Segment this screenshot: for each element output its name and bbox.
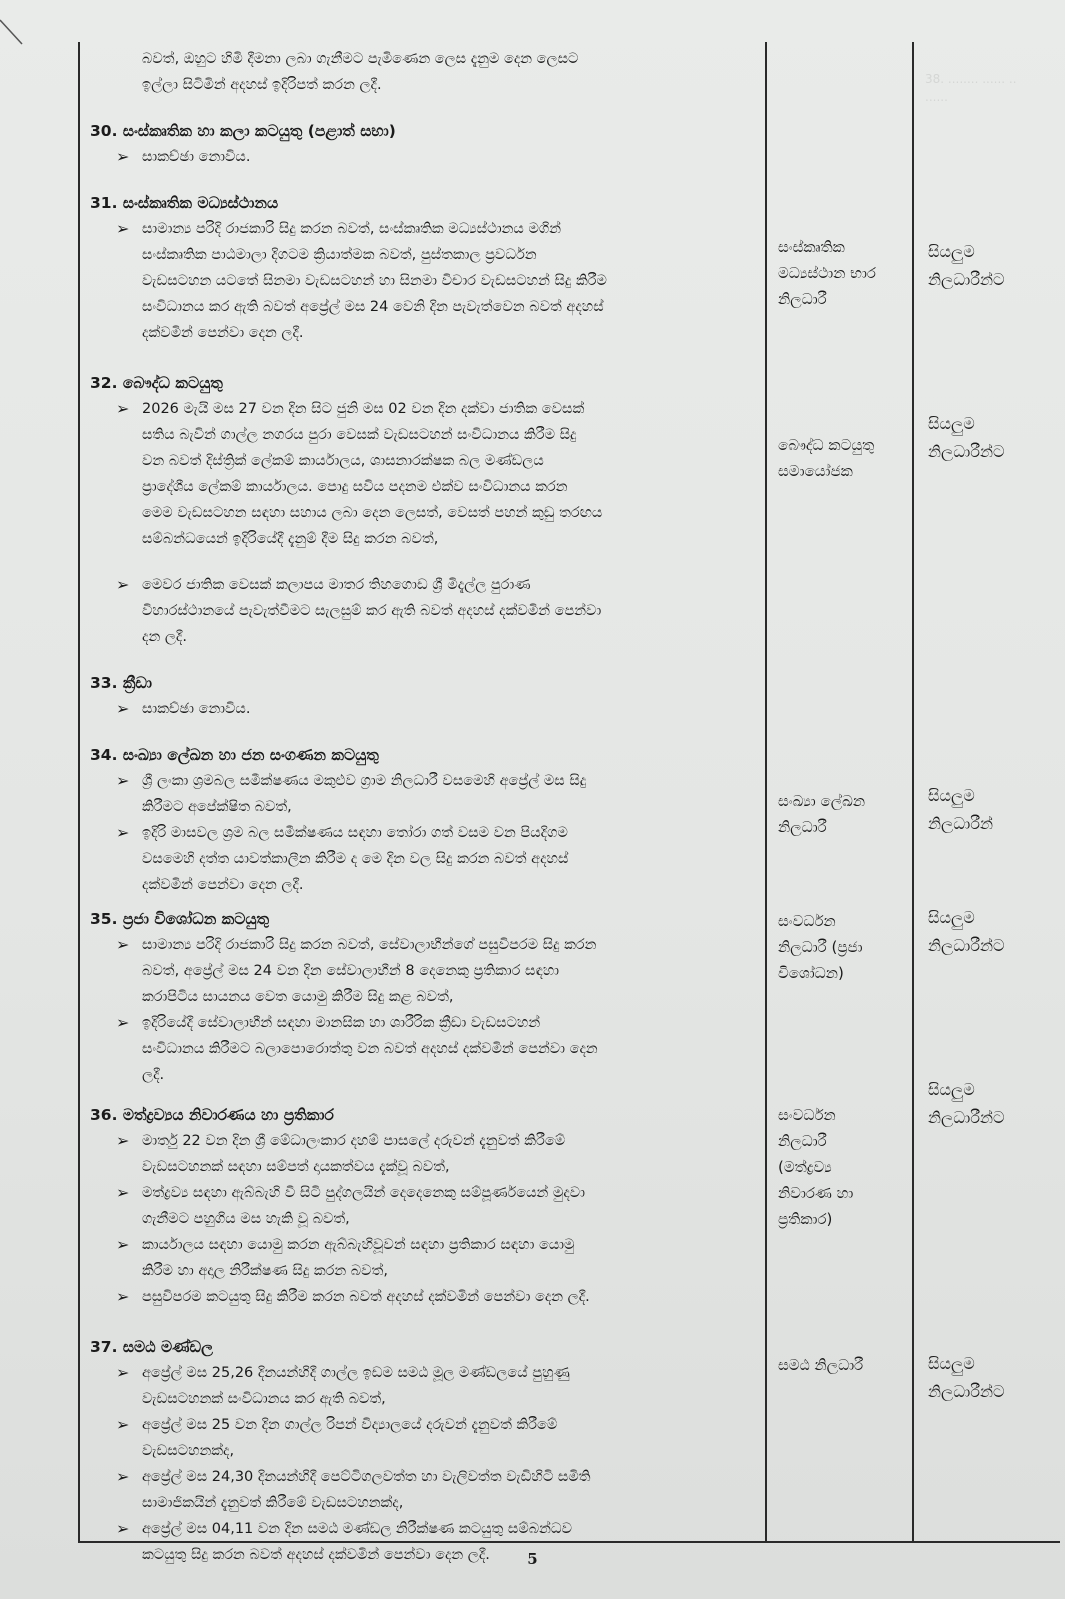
text-line: මෙම වැඩසටහන සඳහා සහාය ලබා දෙන ලෙසත්, වෙසත් පහන් කුඩු තරඟය: [142, 505, 603, 521]
list-item: ➢ සාමාන්‍ය පරිදි රාජකාරි සිදු කරන බවත්, සේවාලාභීන්ගේ පසුවිපරම සිදු කරන: [90, 932, 762, 958]
list-item: ➢ අප්‍රේල් මස 25,26 දිනයන්හිදී ගාල්ල ඉඩම සමඨ මූල මණ්ඩලයේ පුහුණු: [90, 1360, 762, 1386]
section-34-title: 34. සංඛ්‍යා ලේඛන හා ජන සංගණන කටයුතු: [90, 746, 379, 764]
section-32-title: 32. බෞද්ධ කටයුතු: [90, 374, 223, 392]
target-audience-31: සියලුම නිලධාරීන්ට: [928, 242, 1005, 289]
list-item: ➢ පසුවිපරම කටයුතු සිදු කිරීම කරන බවත් අදහස් දක්වමින් පෙන්වා දෙන ලදී.: [90, 1284, 762, 1310]
bleed-through-text: 38. ........ ...... .. ......: [925, 72, 1017, 104]
section-37-title: 37. සමඨ මණ්ඩල: [90, 1338, 213, 1356]
text-line: වන බවත් දිස්ත්‍රික් ලේකම් කාර්යාලය, ශාසනාරක්ෂක බල මණ්ඩලය: [142, 453, 544, 469]
intro-line: ඉල්ලා සිටිමින් අදහස් ඉදිරිපත් කරන ලදී.: [142, 77, 382, 93]
target-audience-37: සියලුම නිලධාරීන්ට: [928, 1354, 1005, 1401]
text-line: සංවිධානය කිරීමට බලාපොරොත්තු වන බවත් අදහස් දක්වමින් පෙන්වා දෙන: [142, 1041, 598, 1057]
section-33-title: 33. ක්‍රීඩා: [90, 674, 153, 692]
arrow-bullet-icon: ➢: [116, 823, 130, 842]
list-item: ➢ අප්‍රේල් මස 25 වන දින ගාල්ල රිපන් විද්‍යාලයේ දරුවන් දැනුවත් කිරීමේ: [90, 1412, 762, 1438]
arrow-bullet-icon: ➢: [116, 1415, 130, 1434]
list-item: ➢ කාර්යාලය සඳහා යොමු කරන ඇබ්බැහිවූවන් සඳහා ප්‍රතිකාර සඳහා යොමු: [90, 1232, 762, 1258]
text-line: සාමාජිකයින් දැනුවත් කිරීමේ වැඩසටහනක්ද,: [142, 1495, 404, 1511]
text-line: සංස්කෘතික පාඨමාලා දිගටම ක්‍රියාත්මක බවත්, පුස්තකාල ප්‍රවර්ධන: [142, 247, 537, 263]
arrow-bullet-icon: ➢: [116, 147, 130, 166]
text-line: විහාරස්ථානයේ පැවැත්වීමට සැලසුම් කර ඇති බවත් අදහස් දක්වමින් පෙන්වා: [142, 603, 602, 619]
text-line: ලදී.: [142, 1067, 165, 1083]
text-line: සම්බන්ධයෙන් ඉදිරියේදී දැනුම් දීම සිදු කරන බවත්,: [142, 531, 439, 547]
list-item: ➢ මෙවර ජාතික වෙසක් කලාපය මාතර තිහගොඩ ශ්‍රී මිදැල්ල පුරාණ: [90, 572, 762, 598]
arrow-bullet-icon: ➢: [116, 1131, 130, 1150]
arrow-bullet-icon: ➢: [116, 699, 130, 718]
text-line: දන ලදී.: [142, 629, 187, 645]
list-item: ➢ සාමාන්‍ය පරිදි රාජකාරි සිදු කරන බවත්, සංස්කෘතික මධ්‍යස්ථානය මගින්: [90, 216, 762, 242]
page-number: 5: [527, 1550, 538, 1568]
text-line: වැඩසටහනක් සංවිධානය කර ඇති බවත්,: [142, 1391, 386, 1407]
list-item: ➢ ශ්‍රී ලංකා ශ්‍රමබල සමීක්ෂණය මකුළුව ග්‍රාම නිලධාරී වසමෙහි අප්‍රේල් මස සිදු: [90, 768, 762, 794]
list-item: ➢ අප්‍රේල් මස 04,11 වන දින සමඨ මණ්ඩල නිරීක්ෂණ කටයුතු සම්බන්ධව: [90, 1516, 762, 1542]
responsible-officer-31: සංස්කෘතික මධ්‍යස්ථාන භාර නිලධාරී: [778, 238, 876, 308]
text-line: සංවිධානය කර ඇති බවත් අප්‍රේල් මස 24 වෙනි දින පැවැත්වෙන බවත් අදහස්: [142, 299, 604, 315]
responsible-officer-37: සමඨ නිලධාරී: [778, 1356, 864, 1374]
arrow-bullet-icon: ➢: [116, 1467, 130, 1486]
list-item: ➢ සාකච්ඡා නොවිය.: [90, 696, 762, 722]
section-35-title: 35. ප්‍රජා විශෝධන කටයුතු: [90, 910, 270, 928]
text-line: සතිය බැවින් ගාල්ල නගරය පුරා වෙසක් වැඩසටහන් සංවිධානය කිරීම සිදු: [142, 427, 577, 443]
target-audience-35: සියලුම නිලධාරීන්ට: [928, 908, 1005, 955]
responsible-officer-32: බෞද්ධ කටයුතු සමායෝජක: [778, 436, 875, 480]
text-line: වැඩසටහනක් සඳහා සම්පත් දායකත්වය දැක්වූ බවත්,: [142, 1159, 450, 1175]
minutes-content: [90, 42, 762, 1568]
arrow-bullet-icon: ➢: [116, 771, 130, 790]
target-audience-36: සියලුම නිලධාරීන්ට: [928, 1080, 1005, 1127]
list-item: ➢ ඉදිරි මාසවල ශ්‍රම බල සමීක්ෂණය සඳහා තෝරා ගත් වසම වන පියදිගම: [90, 820, 762, 846]
column-divider: [765, 42, 767, 1543]
arrow-bullet-icon: ➢: [116, 1287, 130, 1306]
list-item: ➢ සාකච්ඡා නොවිය.: [90, 144, 762, 170]
section-31-title: 31. සංස්කෘතික මධ්‍යස්ථානය: [90, 194, 279, 212]
arrow-bullet-icon: ➢: [116, 1013, 130, 1032]
text-line: වැඩසටහනක්ද,: [142, 1443, 235, 1459]
arrow-bullet-icon: ➢: [116, 935, 130, 954]
text-line: ප්‍රාදේශීය ලේකම් කාර්යාලය. පොදු සවිය පදනම එක්ව සංවිධානය කරන: [142, 479, 568, 495]
section-36-title: 36. මත්ද්‍රව්‍යය නිවාරණය හා ප්‍රතිකාර: [90, 1106, 334, 1124]
list-item: ➢ මත්ද්‍රව්‍ය සඳහා ඇබ්බැහි වී සිටි පුද්ගලයින් දෙදෙනෙකු සම්පූර්ණයෙන් මුදවා: [90, 1180, 762, 1206]
column-divider: [912, 42, 914, 1543]
list-item: ➢ මාර්තු 22 වන දින ශ්‍රී මේධාලංකාර දහම් පාසලේ දරුවන් දැනුවත් කිරීමේ: [90, 1128, 762, 1154]
section-30-title: 30. සංස්කෘතික හා කලා කටයුතු (පළාත් සභා): [90, 122, 396, 140]
arrow-bullet-icon: ➢: [116, 1363, 130, 1382]
responsible-officer-36: සංවර්ධන නිලධාරී (මත්ද්‍රව්‍ය නිවාරණ හා ප්‍රතිකාර): [778, 1106, 854, 1228]
arrow-bullet-icon: ➢: [116, 1183, 130, 1202]
text-line: කිරීමට අපේක්ෂිත බවත්,: [142, 799, 292, 815]
arrow-bullet-icon: ➢: [116, 575, 130, 594]
responsible-officer-34: සංඛ්‍යා ලේඛන නිලධාරී: [778, 792, 866, 836]
target-audience-34: සියලුම නිලධාරීන්: [928, 786, 993, 833]
text-line: දක්වමින් පෙන්වා දෙන ලදී.: [142, 877, 304, 893]
text-line: කරාපිටිය සායනය වෙත යොමු කිරීම සිදු කළ බවත්,: [142, 989, 454, 1005]
text-line: කිරීම හා අදාල නිරීක්ෂණ සිදු කරන බවත්,: [142, 1263, 388, 1279]
target-audience-32: සියලුම නිලධාරීන්ට: [928, 414, 1005, 461]
text-line: බවත්, අප්‍රේල් මස 24 වන දින සේවාලාභීන් 8 දෙනෙකු ප්‍රතිකාර සඳහා: [142, 963, 560, 979]
list-item: ➢ ඉදිරියේදී සේවාලාභීන් සඳහා මානසික හා ශාරීරික ක්‍රීඩා වැඩසටහන්: [90, 1010, 762, 1036]
text-line: වැඩසටහන යටතේ සිනමා වැඩසටහන් හා සිනමා විචාර වැඩසටහන් සිදු කිරීම: [142, 273, 607, 289]
folded-corner-mark: [0, 0, 70, 60]
text-line: දක්වමින් පෙන්වා දෙන ලදී.: [142, 325, 304, 341]
text-line: ගැනීමට පහුගිය මස හැකි වූ බවත්,: [142, 1211, 350, 1227]
arrow-bullet-icon: ➢: [116, 219, 130, 238]
text-line: කටයුතු සිදු කරන බවත් අදහස් දක්වමින් පෙන්වා දෙන ලදී.: [142, 1547, 490, 1563]
list-item: ➢ අප්‍රේල් මස 24,30 දිනයන්හිදී පෙට්ටිගලවත්ත හා වැලිවත්ත වැඩිහිටි සමිති: [90, 1464, 762, 1490]
text-line: වසමෙහි දත්ත යාවත්කාලීන කිරීම ද මෙ දින වල සිදු කරන බවත් අදහස්: [142, 851, 569, 867]
arrow-bullet-icon: ➢: [116, 1519, 130, 1538]
list-item: ➢ 2026 මැයි මස 27 වන දින සිට ජුනි මස 02 වන දින දක්වා ජාතික වෙසක්: [90, 396, 762, 422]
arrow-bullet-icon: ➢: [116, 1235, 130, 1254]
intro-line: බවත්, ඔහුට හිමි දීමනා ලබා ගැනීමට පැමිණෙන ලෙස දැනුම දෙන ලෙසට: [142, 51, 579, 67]
responsible-officer-35: සංවර්ධන නිලධාරී (ප්‍රජා විශෝධන): [778, 912, 863, 982]
arrow-bullet-icon: ➢: [116, 399, 130, 418]
